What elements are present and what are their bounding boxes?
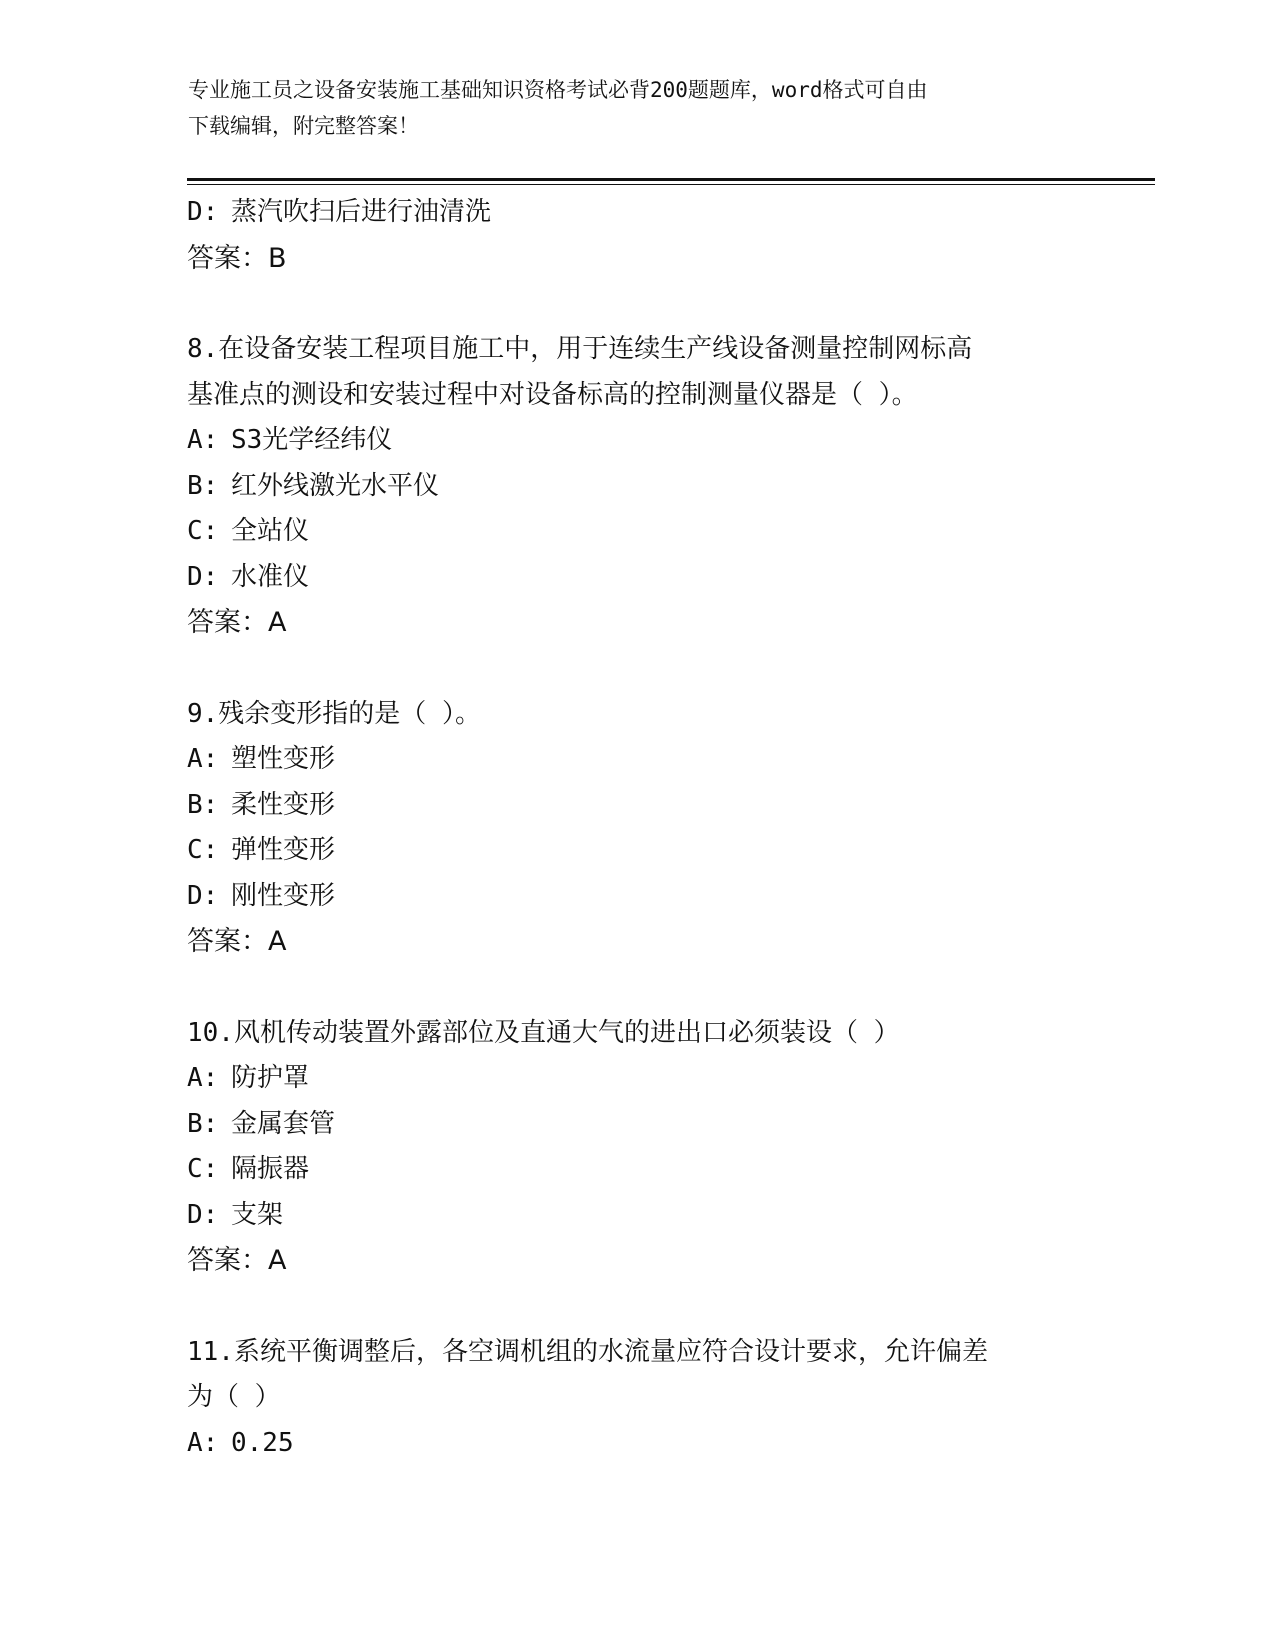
option-text: 隔振器 <box>231 1154 310 1184</box>
q10-answer: 答案：A <box>187 1245 287 1276</box>
option-label: D: <box>187 880 219 911</box>
option-label: B: <box>187 470 219 501</box>
option-text: 刚性变形 <box>231 880 336 911</box>
option-label: D: <box>187 561 219 592</box>
option-label: D: <box>187 197 219 227</box>
option-label: B: <box>187 1108 219 1139</box>
option-text: 防护罩 <box>231 1063 310 1093</box>
q11-stem-line-2: 为（ ） <box>187 1382 281 1412</box>
option-text: 水准仪 <box>231 561 310 592</box>
option-label: A: <box>187 1063 219 1093</box>
option-label: A: <box>187 1427 219 1458</box>
q8-option-d <box>187 555 1107 601</box>
q8-answer: 答案：A <box>187 607 287 638</box>
q11-stem-line-1: 11.系统平衡调整后，各空调机组的水流量应符合设计要求，允许偏差 <box>187 1336 988 1367</box>
header-line-1: 专业施工员之设备安装施工基础知识资格考试必背200题题库，word格式可自由 <box>188 78 928 102</box>
q10-option-a <box>187 1056 1107 1102</box>
spacer <box>187 965 1107 1011</box>
prev-option-d <box>187 190 1107 236</box>
prev-answer: 答案：B <box>187 242 287 274</box>
q8-option-a <box>187 418 1107 464</box>
option-text: 蒸汽吹扫后进行油清洗 <box>231 197 492 227</box>
option-text: S3光学经纬仪 <box>231 425 393 455</box>
q8-stem-line-2: 基准点的测设和安装过程中对设备标高的控制测量仪器是（ ）。 <box>187 379 918 410</box>
spacer <box>187 1284 1107 1330</box>
option-label: C: <box>187 1154 219 1184</box>
option-label: B: <box>187 789 219 820</box>
q9-answer: 答案：A <box>187 926 287 957</box>
option-text: 支架 <box>231 1199 284 1230</box>
option-text: 全站仪 <box>231 516 310 546</box>
q10-stem-line-1: 10.风机传动装置外露部位及直通大气的进出口必须装设（ ） <box>187 1017 900 1048</box>
option-label: C: <box>187 516 219 546</box>
option-text: 柔性变形 <box>231 789 336 820</box>
q10-option-b <box>187 1102 1107 1148</box>
option-text: 塑性变形 <box>231 744 336 774</box>
header-line-2: 下载编辑，附完整答案！ <box>188 114 419 138</box>
q9-stem-line-1: 9.残余变形指的是（ ）。 <box>187 698 481 729</box>
q8-option-c <box>187 509 1107 555</box>
spacer <box>187 646 1107 692</box>
q9-option-a <box>187 737 1107 783</box>
q9-option-c <box>187 828 1107 874</box>
question-list <box>187 190 1107 1466</box>
option-label: A: <box>187 744 219 774</box>
q10-option-c <box>187 1147 1107 1193</box>
q9-option-b <box>187 783 1107 829</box>
document-header <box>188 72 1088 144</box>
option-label: C: <box>187 835 219 865</box>
option-label: A: <box>187 425 219 455</box>
option-label: D: <box>187 1199 219 1230</box>
spacer <box>187 281 1107 327</box>
option-text: 0.25 <box>231 1427 294 1458</box>
q9-option-d <box>187 874 1107 920</box>
option-text: 红外线激光水平仪 <box>231 470 440 501</box>
header-divider-thick <box>187 178 1155 181</box>
option-text: 弹性变形 <box>231 835 336 865</box>
q8-stem-line-1: 8.在设备安装工程项目施工中，用于连续生产线设备测量控制网标高 <box>187 334 973 364</box>
q8-option-b <box>187 464 1107 510</box>
q10-option-d <box>187 1193 1107 1239</box>
option-text: 金属套管 <box>231 1108 336 1139</box>
header-divider-thin <box>187 184 1155 185</box>
q11-option-a <box>187 1421 1107 1467</box>
